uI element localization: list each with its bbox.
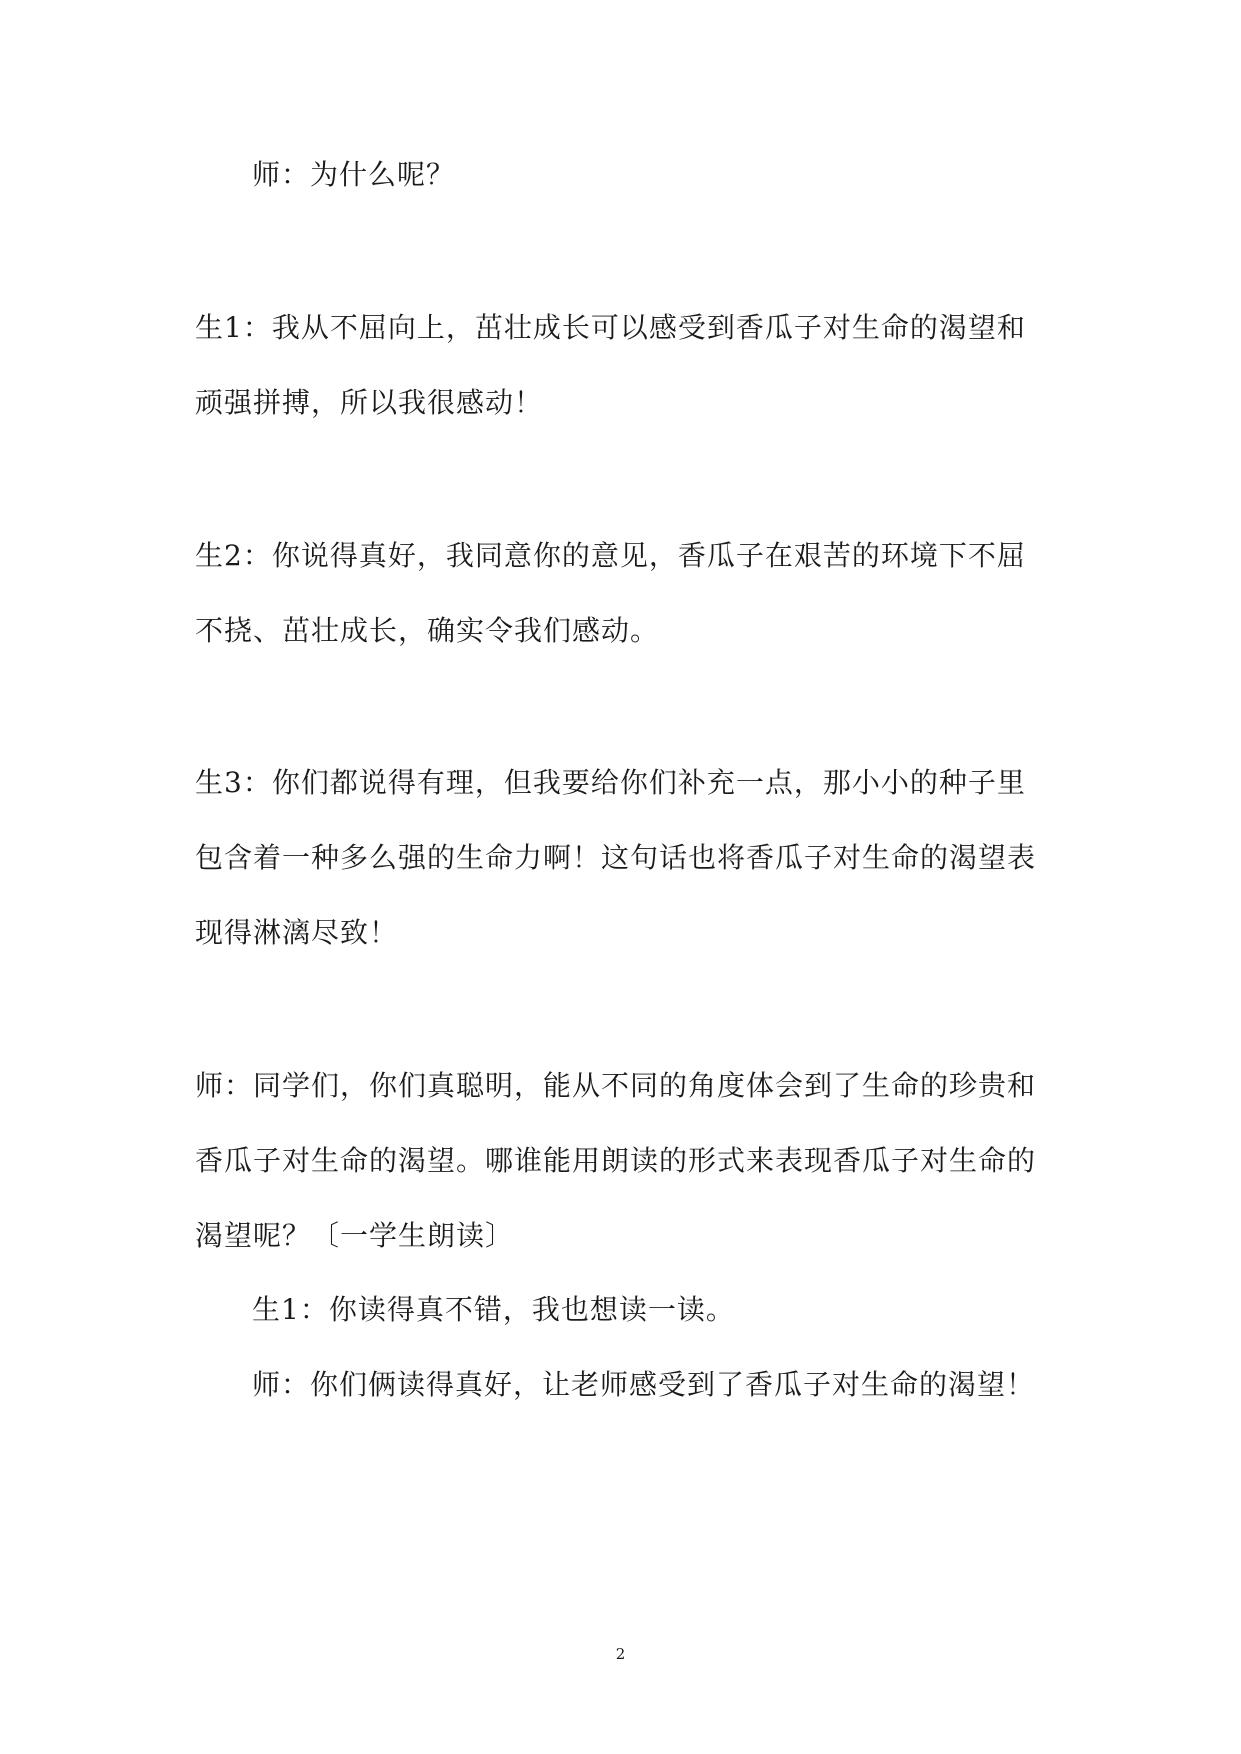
text-line-student1-a: 生1：我从不屈向上，茁壮成长可以感受到香瓜子对生命的渴望和	[195, 311, 1026, 344]
page-number: 2	[615, 1645, 626, 1663]
text-line-student2-b: 不挠、茁壮成长，确实令我们感动。	[195, 614, 660, 647]
text-line-student1-b: 顽强拼搏，所以我很感动！	[195, 386, 544, 419]
text-line-teacher-closing: 师：你们俩读得真好，让老师感受到了香瓜子对生命的渴望！	[252, 1368, 1036, 1401]
text-line-student3-b: 包含着一种多么强的生命力啊！这句话也将香瓜子对生命的渴望表	[195, 841, 1037, 874]
text-line-student3-a: 生3：你们都说得有理，但我要给你们补充一点，那小小的种子里	[195, 766, 1026, 799]
text-line-teacher-question: 师：为什么呢？	[252, 158, 456, 191]
text-line-teacher-praise-a: 师：同学们，你们真聪明，能从不同的角度体会到了生命的珍贵和	[195, 1069, 1037, 1102]
text-line-student2-a: 生2：你说得真好，我同意你的意见，香瓜子在艰苦的环境下不屈	[195, 539, 1026, 572]
text-line-teacher-praise-c: 渴望呢？〔一学生朗读〕	[195, 1219, 515, 1252]
text-line-student1-reading: 生1：你读得真不错，我也想读一读。	[252, 1293, 735, 1326]
text-line-teacher-praise-b: 香瓜子对生命的渴望。哪谁能用朗读的形式来表现香瓜子对生命的	[195, 1144, 1037, 1177]
text-line-student3-c: 现得淋漓尽致！	[195, 916, 399, 949]
